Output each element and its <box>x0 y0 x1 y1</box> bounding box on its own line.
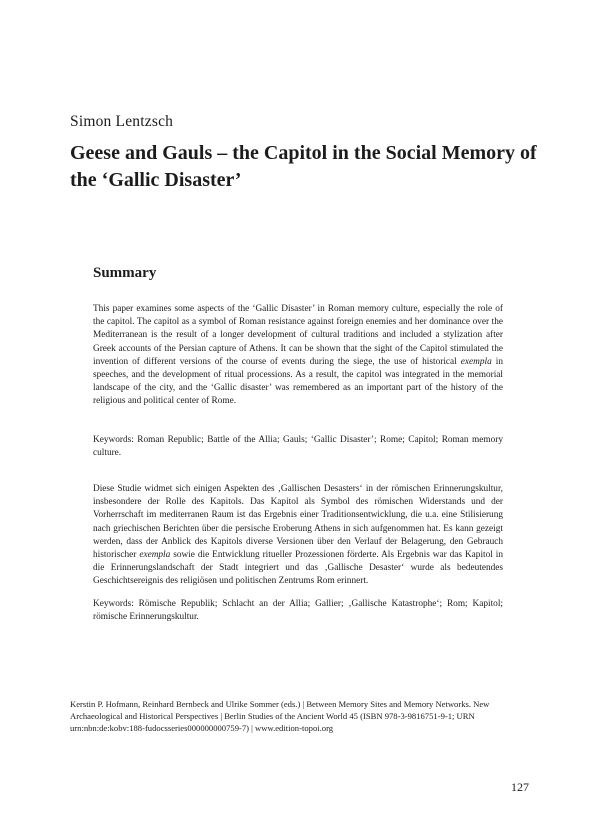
abstract-english-italic: exempla <box>460 356 492 367</box>
page-number: 127 <box>511 780 529 794</box>
abstract-english <box>93 303 503 409</box>
abstract-english-part-2: in speeches, and the development of ritual processions. As a result, the capitol was integrated in the memorial landscape of the city, and the ‘Gallic disaster’ was remembered as an important part of the history of the religious and political center of Rome. <box>93 356 503 407</box>
paper-title: Geese and Gauls – the Capitol in the Social Memory of the ‘Gallic Disaster’ <box>70 142 537 191</box>
keywords-german: Keywords: Römische Republik; Schlacht an der Allia; Gallier; ‚Gallische Katastrophe‘; Rom; Kapitol; römische Erinnerungskultur. <box>93 599 503 623</box>
abstract-english-part-1: This paper examines some aspects of the ‘Gallic Disaster’ in Roman memory culture, especially the role of the capitol. The capitol as a symbol of Roman resistance against foreign enemies and her dominance over the Mediterranean is the result of a longer development of cultural traditions and included a stylization after Greek accounts of the Persian capture of Athens. It can be shown that the sight of the Capitol stimulated the invention of different versions of the course of events during the siege, the use of historical <box>93 304 503 367</box>
abstract-german <box>93 483 503 589</box>
publication-footnote: Kerstin P. Hofmann, Reinhard Bernbeck and Ulrike Sommer (eds.) | Between Memory Sites and Memory Networks. New Archaeological and Historical Perspectives | Berlin Studies of the Ancient World 45 (ISBN 978-3-9816751-9-1; URN urn:nbn:de:kobv:188-fudocsseries000000000759-7) | www.edition-topoi.org <box>70 699 490 733</box>
abstract-german-part-2: sowie die Entwicklung ritueller Prozessionen förderte. Als Ergebnis war das Kapitol in die Erinnerungslandschaft der Stadt integriert und das ‚Gallische Desaster‘ wurde als bedeutendes Geschichtsereignis des religiösen und politischen Zentrums Rom erinnert. <box>93 550 503 587</box>
summary-heading: Summary <box>93 265 157 281</box>
author-name: Simon Lentzsch <box>70 113 174 130</box>
abstract-german-part-1: Diese Studie widmet sich einigen Aspekten des ‚Gallischen Desasters‘ in der römischen Erinnerungskultur, insbesondere der Rolle des Kapitols. Das Kapitol als Symbol des römischen Widerstands und der Vorherrschaft im mediterranen Raum ist das Ergebnis einer Traditionsentwicklung, die u.a. eine Stilisierung nach griechischen Berichten über die persische Eroberung Athens in sich aufgenommen hat. Es kann gezeigt werden, dass der Anblick des Kapitols diverse Versionen über den Verlauf der Belagerung, den Gebrauch historischer <box>93 484 503 561</box>
abstract-german-italic: exempla <box>139 550 171 561</box>
keywords-english: Keywords: Roman Republic; Battle of the Allia; Gauls; ‘Gallic Disaster’; Rome; Capitol; Roman memory culture. <box>93 435 503 459</box>
